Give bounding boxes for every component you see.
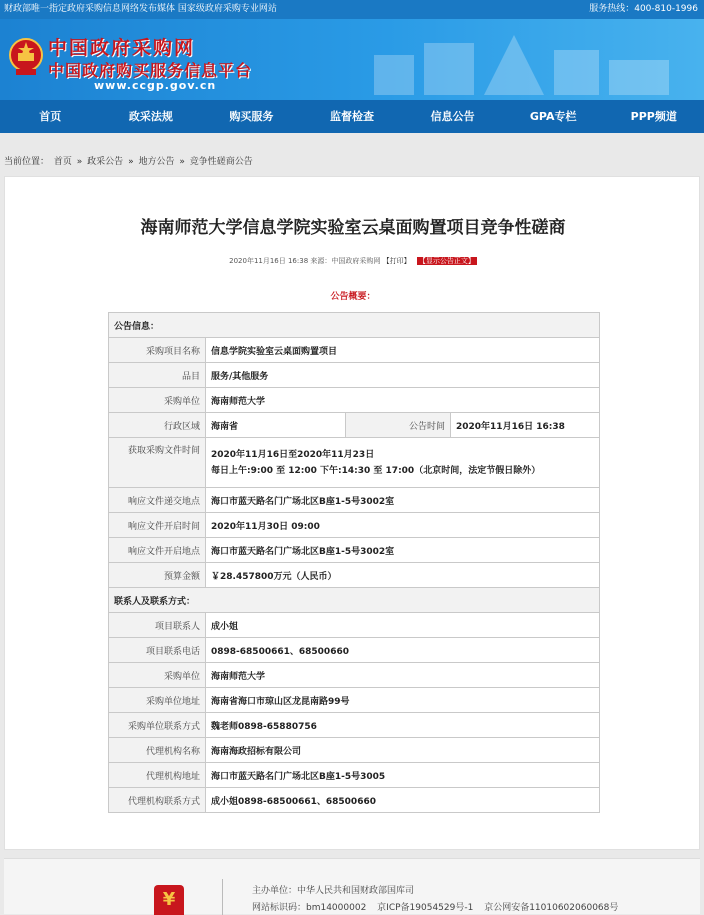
breadcrumb-local-announcements[interactable]: 地方公告: [138, 157, 175, 167]
field-label: 项目联系电话: [109, 638, 206, 663]
project-contact: 成小姐: [206, 613, 600, 638]
article-date: 2020年11月16日 16:38: [229, 257, 309, 265]
agency-address: 海口市蓝天路名门广场北区B座1-5号3005: [206, 763, 600, 788]
submit-place: 海口市蓝天路名门广场北区B座1-5号3002室: [206, 488, 600, 513]
site-header: [0, 19, 704, 100]
category: 服务/其他服务: [206, 363, 600, 388]
field-label: 项目联系人: [109, 613, 206, 638]
agency-contact: 成小姐0898-68500661、68500660: [206, 788, 600, 813]
project-contact-phone: 0898-68500661、68500660: [206, 638, 600, 663]
field-label: 响应文件开启地点: [109, 538, 206, 563]
article-meta: [5, 256, 701, 266]
article-content: [4, 176, 700, 850]
nav-purchase-services[interactable]: 购买服务: [229, 110, 274, 123]
doc-time-range: 2020年11月16日至2020年11月23日: [211, 449, 375, 460]
footer-divider: [222, 879, 223, 915]
doc-time: [206, 438, 600, 488]
section-contacts: 联系人及联系方式：: [109, 588, 600, 613]
purchaser-address: 海南省海口市琼山区龙昆南路99号: [206, 688, 600, 713]
footer-sponsor: 主办单位：中华人民共和国财政部国库司: [252, 886, 415, 896]
field-label: 采购项目名称: [109, 338, 206, 363]
field-label: 代理机构名称: [109, 738, 206, 763]
breadcrumb-separator: »: [179, 157, 185, 167]
purchaser-contact-unit: 海南师范大学: [206, 663, 600, 688]
nav-announcements[interactable]: 信息公告: [430, 110, 475, 123]
service-hotline: 服务热线：400-810-1996: [589, 4, 698, 14]
show-original-button[interactable]: 【显示公告正文】: [418, 257, 475, 265]
purchaser: 海南师范大学: [206, 388, 600, 413]
article-source: 来源：中国政府采购网: [310, 257, 381, 265]
breadcrumb-separator: »: [76, 157, 83, 167]
field-label: 公告时间: [346, 413, 451, 438]
nav-ppp[interactable]: PPP频道: [630, 110, 677, 123]
national-emblem-icon[interactable]: [8, 37, 44, 77]
ministry-logo-icon[interactable]: ¥: [154, 885, 184, 915]
footer-registration: [252, 900, 626, 913]
field-label: 响应文件递交地点: [109, 488, 206, 513]
announce-time: 2020年11月16日 16:38: [451, 413, 600, 438]
field-label: 获取采购文件时间: [109, 438, 206, 488]
field-label: 行政区域: [109, 413, 206, 438]
open-place: 海口市蓝天路名门广场北区B座1-5号3002室: [206, 538, 600, 563]
site-footer: [4, 858, 700, 914]
top-info-bar: [0, 0, 704, 19]
agency-name: 海南海政招标有限公司: [206, 738, 600, 763]
breadcrumb-gov-announcements[interactable]: 政采公告: [87, 157, 124, 167]
nav-gpa[interactable]: GPA专栏: [529, 110, 577, 123]
budget: ￥28.457800万元（人民币）: [206, 563, 600, 588]
breadcrumb-separator: »: [128, 157, 134, 167]
main-nav: [0, 100, 704, 133]
nav-regulations[interactable]: 政采法规: [128, 110, 173, 123]
breadcrumb: [4, 154, 255, 167]
field-label: 响应文件开启时间: [109, 513, 206, 538]
article-title: 海南师范大学信息学院实验室云桌面购置项目竞争性磋商: [140, 218, 566, 238]
site-logo-subtitle[interactable]: 中国政府购买服务信息平台: [48, 61, 253, 80]
site-logo-title[interactable]: 中国政府采购网: [48, 37, 196, 59]
field-label: 代理机构地址: [109, 763, 206, 788]
site-id: 网站标识码：bm14000002: [252, 903, 367, 913]
region: 海南省: [206, 413, 346, 438]
icp-link[interactable]: 京ICP备19054529号-1: [377, 903, 474, 913]
field-label: 代理机构联系方式: [109, 788, 206, 813]
building-illustration-icon: [354, 25, 684, 95]
project-name: 信息学院实验室云桌面购置项目: [206, 338, 600, 363]
doc-time-daily: 每日上午:9:00 至 12:00 下午:14:30 至 17:00（北京时间，法定节假日除外）: [211, 465, 541, 476]
nav-home[interactable]: 首页: [39, 110, 62, 123]
breadcrumb-home[interactable]: 首页: [53, 157, 72, 167]
nav-supervision[interactable]: 监督检查: [330, 110, 375, 123]
purchaser-contact: 魏老师0898-65880756: [206, 713, 600, 738]
field-label: 采购单位联系方式: [109, 713, 206, 738]
section-announcement-info: 公告信息：: [109, 313, 600, 338]
top-slogan: 财政部唯一指定政府采购信息网络发布媒体 国家级政府采购专业网站: [4, 4, 277, 14]
open-time: 2020年11月30日 09:00: [206, 513, 600, 538]
field-label: 品目: [109, 363, 206, 388]
print-link[interactable]: 【打印】: [382, 257, 411, 265]
breadcrumb-current[interactable]: 竞争性磋商公告: [189, 157, 253, 167]
field-label: 采购单位地址: [109, 688, 206, 713]
police-record-link[interactable]: 京公网安备11010602060068号: [484, 903, 619, 913]
summary-heading: 公告概要：: [330, 292, 376, 302]
announcement-summary-table: [108, 312, 600, 813]
breadcrumb-prefix: 当前位置：: [4, 157, 50, 167]
field-label: 预算金额: [109, 563, 206, 588]
field-label: 采购单位: [109, 388, 206, 413]
site-url: www.ccgp.gov.cn: [94, 79, 217, 92]
field-label: 采购单位: [109, 663, 206, 688]
